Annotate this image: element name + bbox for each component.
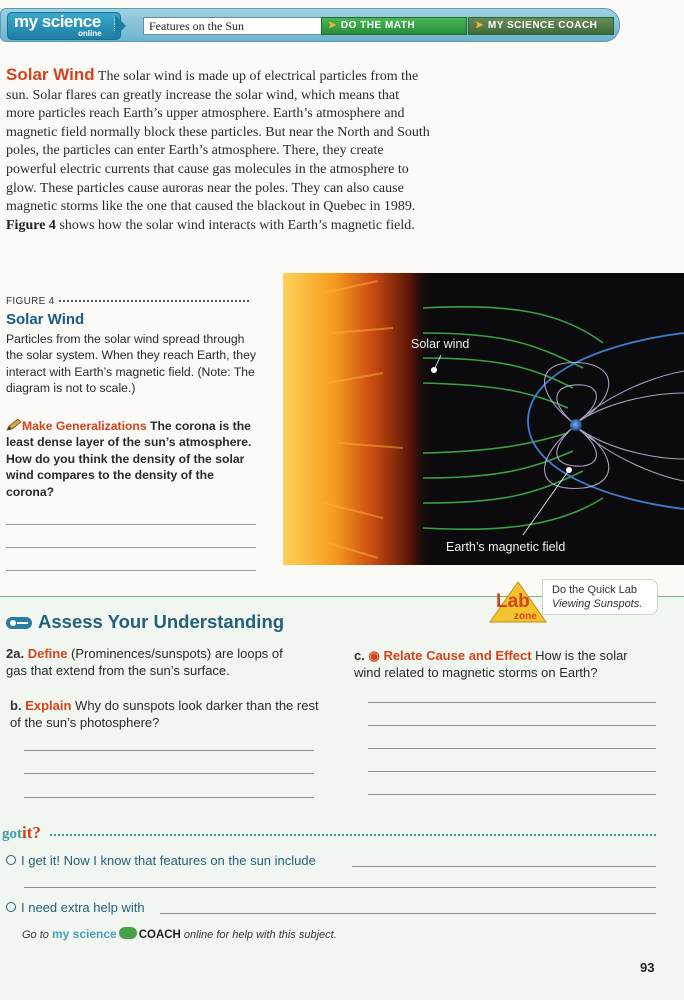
question-c-keyword: Relate Cause and Effect xyxy=(383,648,532,663)
logo-main-text: my science xyxy=(14,12,101,31)
question-2a-number: 2a. xyxy=(6,646,25,661)
got-it-heading xyxy=(2,823,41,843)
my-science-online-logo[interactable] xyxy=(7,12,121,40)
got-it-option-2-label: I need extra help with xyxy=(21,900,145,915)
answer-line[interactable] xyxy=(368,725,656,726)
intro-body-1: The solar wind is made up of electrical particles from the sun. Solar flares can greatly increase the solar wind, which means that more particles reach Earth’s upper atmosphere. Earth’s atmosphere and magnetic field normally block these particles. But near the North and South poles, the particles can enter Earth’s atmosphere. There, they create powerful electric currents that cause gas molecules in the atmosphere to glow. These particles cause auroras near the poles. They can also cause magnetic storms like the one that caused the blackout in Quebec in 1989. xyxy=(6,69,430,215)
figure-reference: Figure 4 xyxy=(6,217,56,233)
solar-wind-illustration xyxy=(283,273,684,565)
got-it-got: got xyxy=(2,826,22,842)
answer-line[interactable] xyxy=(352,866,656,867)
skill-question: The corona is the least dense layer of the sun’s atmosphere. How do you think the density of the solar wind compares to the density of the corona? xyxy=(6,419,252,499)
solar-wind-heading: Solar Wind xyxy=(6,65,95,84)
question-2a-keyword: Define xyxy=(27,646,68,661)
answer-line[interactable] xyxy=(368,748,656,749)
my-science-coach-button[interactable] xyxy=(468,17,614,35)
figure-caption: Particles from the solar wind spread through the solar system. When they reach Earth, they interact with Earth’s magnetic field. (Note: The diagram is not to scale.) xyxy=(6,332,256,396)
figure-label xyxy=(6,296,256,307)
solar-wind-paragraph xyxy=(6,66,430,235)
checkbox-circle-icon[interactable] xyxy=(6,855,16,865)
answer-line[interactable] xyxy=(24,797,314,798)
lab-zone-text xyxy=(552,583,642,611)
assess-title: Assess Your Understanding xyxy=(38,611,285,632)
question-2a-text: (Prominences/sunspots) are loops of gas that extend from the sun’s surface. xyxy=(6,646,283,678)
question-b-keyword: Explain xyxy=(25,698,72,713)
question-b-number: b. xyxy=(10,698,22,713)
lab-zone-zone-text: zone xyxy=(514,611,537,622)
got-it-dots xyxy=(50,834,656,836)
key-icon xyxy=(6,616,32,630)
answer-line[interactable] xyxy=(6,570,256,571)
answer-line[interactable] xyxy=(24,750,314,751)
question-c-text: How is the solar wind related to magnetic storms on Earth? xyxy=(354,648,628,680)
arrow-icon: ➤ xyxy=(328,20,337,31)
checkbox-circle-icon[interactable] xyxy=(6,902,16,912)
answer-line[interactable] xyxy=(368,771,656,772)
goto-prefix: Go to xyxy=(22,929,52,941)
question-b-text: Why do sunspots look darker than the rest of the sun’s photosphere? xyxy=(10,698,319,730)
goto-coach[interactable]: COACH xyxy=(138,929,181,941)
pencil-icon xyxy=(6,419,22,431)
top-nav-bar xyxy=(0,8,620,42)
do-the-math-button[interactable] xyxy=(321,17,467,35)
question-b xyxy=(10,697,320,731)
question-c-number: c. xyxy=(354,648,365,663)
intro-body-2: shows how the solar wind interacts with Earth’s magnetic field. xyxy=(55,217,415,233)
solar-wind-label: Solar wind xyxy=(411,337,470,351)
answer-line[interactable] xyxy=(24,887,656,888)
coach-bubble-icon xyxy=(119,927,137,939)
logo-sub-text: online xyxy=(78,29,102,38)
answer-line[interactable] xyxy=(6,524,256,525)
figure-label-text: FIGURE 4 xyxy=(6,296,55,307)
figure-label-dots xyxy=(59,300,249,302)
answer-line[interactable] xyxy=(24,773,314,774)
logo-arrow-icon xyxy=(115,15,126,37)
question-c xyxy=(354,647,654,681)
cause-effect-icon: ◉ xyxy=(368,648,380,663)
answer-line[interactable] xyxy=(6,547,256,548)
answer-line[interactable] xyxy=(160,913,656,914)
skill-label: Make Generalizations xyxy=(22,419,147,433)
got-it-option-2[interactable] xyxy=(6,900,145,915)
goto-suffix: online for help with this subject. xyxy=(180,929,337,941)
page-number: 93 xyxy=(640,960,655,975)
arrow-icon: ➤ xyxy=(475,20,484,31)
earth-icon xyxy=(570,419,582,431)
goto-my-science[interactable]: my science xyxy=(51,927,117,941)
my-science-coach-label: MY SCIENCE COACH xyxy=(487,20,598,31)
go-to-coach-line xyxy=(22,927,337,941)
magnetic-field-label: Earth’s magnetic field xyxy=(446,540,566,554)
solar-wind-diagram xyxy=(283,273,684,565)
got-it-it: it? xyxy=(22,823,41,842)
lab-zone-line2: Viewing Sunspots. xyxy=(552,598,643,610)
lab-zone-icon xyxy=(488,580,548,624)
lab-zone-line1: Do the Quick Lab xyxy=(552,584,637,596)
figure-title: Solar Wind xyxy=(6,311,85,328)
got-it-option-1[interactable] xyxy=(6,853,316,868)
do-the-math-label: DO THE MATH xyxy=(340,20,416,31)
logo-com-text: .com xyxy=(112,16,119,32)
question-2a xyxy=(6,645,306,679)
topic-field[interactable]: Features on the Sun xyxy=(143,17,322,35)
lab-zone-logo[interactable] xyxy=(488,580,548,624)
make-generalizations-question xyxy=(6,418,256,500)
got-it-option-1-label: I get it! Now I know that features on the sun include xyxy=(21,853,316,868)
answer-line[interactable] xyxy=(368,702,656,703)
answer-line[interactable] xyxy=(368,794,656,795)
lab-zone-lab-text: Lab xyxy=(496,591,530,612)
